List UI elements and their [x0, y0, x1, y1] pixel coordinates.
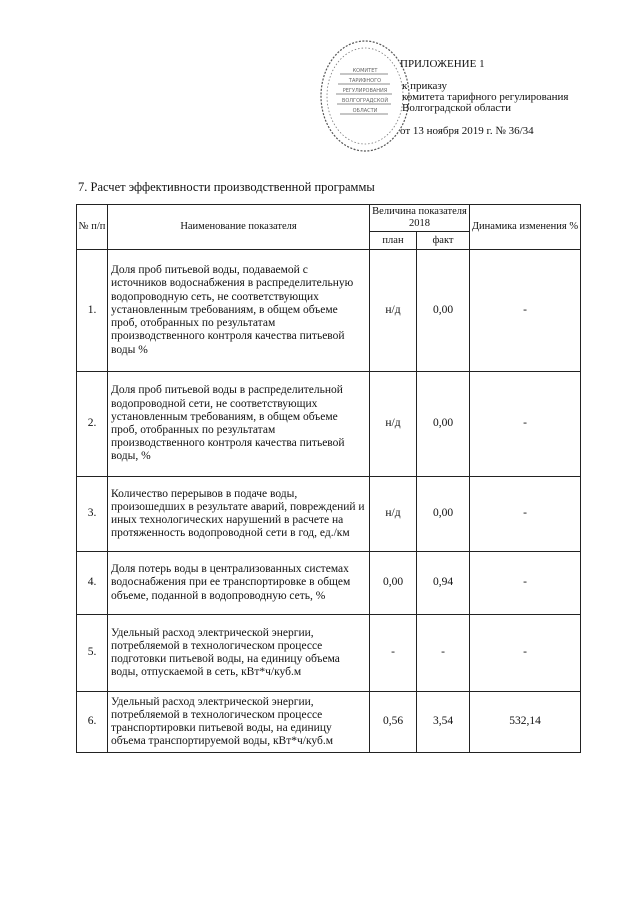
header-num: № п/п	[77, 205, 108, 250]
row-plan: н/д	[370, 250, 417, 372]
row-plan: 0,00	[370, 552, 417, 615]
header-dynamics: Динамика изменения %	[470, 205, 581, 250]
svg-text:ТАРИФНОГО: ТАРИФНОГО	[348, 78, 382, 84]
row-dynamics: -	[470, 477, 581, 552]
row-plan: н/д	[370, 477, 417, 552]
row-fact: 0,00	[417, 477, 470, 552]
efficiency-table	[76, 204, 581, 753]
row-num: 6.	[77, 692, 108, 753]
svg-text:ОБЛАСТИ: ОБЛАСТИ	[352, 108, 378, 114]
row-fact: 0,00	[417, 250, 470, 372]
header-name: Наименование показателя	[108, 205, 370, 250]
row-dynamics: -	[470, 552, 581, 615]
section-title: 7. Расчет эффективности производственной программы	[78, 180, 375, 194]
table-row	[77, 477, 581, 552]
row-dynamics: -	[470, 250, 581, 372]
row-plan: 0,56	[370, 692, 417, 753]
svg-text:ВОЛГОГРАДСКОЙ: ВОЛГОГРАДСКОЙ	[341, 98, 389, 104]
table-row	[77, 372, 581, 477]
row-dynamics: -	[470, 372, 581, 477]
table-row	[77, 615, 581, 692]
row-num: 4.	[77, 552, 108, 615]
row-fact: -	[417, 615, 470, 692]
row-num: 5.	[77, 615, 108, 692]
row-num: 2.	[77, 372, 108, 477]
row-plan: -	[370, 615, 417, 692]
row-name: Доля проб питьевой воды в распределительной водопроводной сети, не соответствующих установленным требованиям, в общем объеме проб, отобранных по результатам производственного контроля качества питьевой воды, %	[108, 372, 370, 477]
svg-text:РЕГУЛИРОВАНИЯ: РЕГУЛИРОВАНИЯ	[342, 88, 388, 94]
row-num: 3.	[77, 477, 108, 552]
header-fact: факт	[417, 232, 470, 250]
row-fact: 0,94	[417, 552, 470, 615]
row-fact: 3,54	[417, 692, 470, 753]
row-plan: н/д	[370, 372, 417, 477]
row-dynamics: 532,14	[470, 692, 581, 753]
appendix-title: ПРИЛОЖЕНИЕ 1	[400, 58, 485, 70]
row-name: Доля потерь воды в централизованных системах водоснабжения при ее транспортировке в общем объеме, поданной в водопроводную сеть, %	[108, 552, 370, 615]
official-stamp	[318, 38, 412, 154]
table-row	[77, 250, 581, 372]
table-row	[77, 552, 581, 615]
row-fact: 0,00	[417, 372, 470, 477]
appendix-date-line: от 13 ноября 2019 г. № 36/34	[400, 125, 534, 137]
row-name: Доля проб питьевой воды, подаваемой с источников водоснабжения в распределительную водопроводную сеть, не соответствующих установленным требованиям, в общем объеме проб, отобранных по результатам производственного контроля качества питьевой воды %	[108, 250, 370, 372]
row-name: Количество перерывов в подаче воды, произошедших в результате аварий, повреждений и иных технологических нарушений в расчете на протяженность водопроводной сети в год, ед./км	[108, 477, 370, 552]
appendix-line-committee: комитета тарифного регулирования	[402, 91, 569, 103]
row-name: Удельный расход электрической энергии, потребляемой в технологическом процессе подготовки питьевой воды, на единицу объема воды, отпускаемой в сеть, кВт*ч/куб.м	[108, 615, 370, 692]
row-dynamics: -	[470, 615, 581, 692]
header-value-group: Величина показателя 2018	[370, 205, 470, 232]
row-name: Удельный расход электрической энергии, потребляемой в технологическом процессе транспортировки питьевой воды, на единицу объема транспортируемой воды, кВт*ч/куб.м	[108, 692, 370, 753]
appendix-line-region: Волгоградской области	[402, 102, 511, 114]
row-num: 1.	[77, 250, 108, 372]
header-plan: план	[370, 232, 417, 250]
appendix-line-order: к приказу	[402, 80, 448, 92]
table-row	[77, 692, 581, 753]
svg-text:КОМИТЕТ: КОМИТЕТ	[352, 68, 378, 74]
